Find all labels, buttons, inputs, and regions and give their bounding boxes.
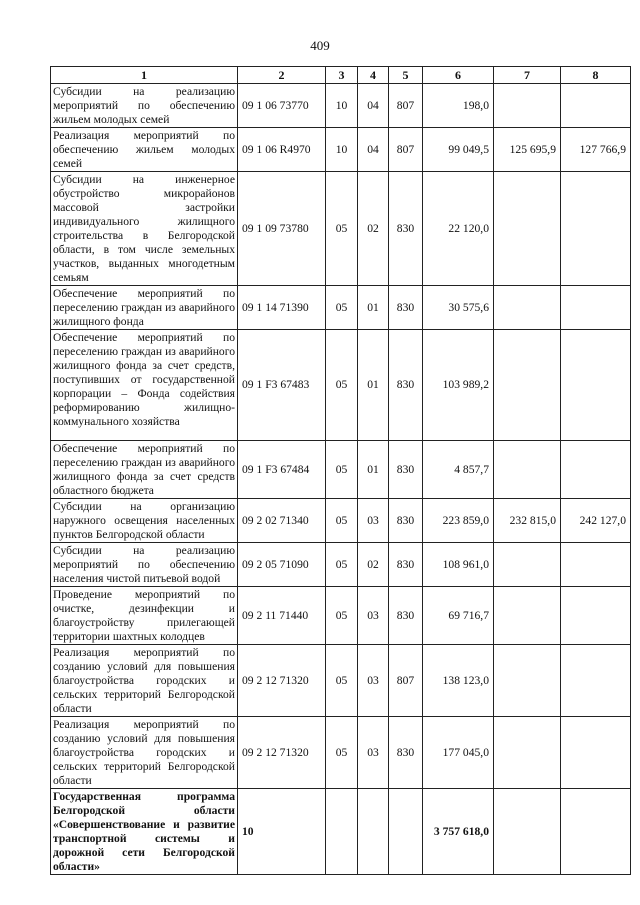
row-col-5: 830 [389,543,423,587]
row-amount-6: 223 859,0 [423,499,494,543]
row-col-5: 807 [389,84,423,128]
column-header: 4 [358,67,389,84]
row-description: Проведение мероприятий по очистке, дезинфекции и благоустройству прилегающей территории шахтных колодцев [51,587,238,645]
row-amount-6: 69 716,7 [423,587,494,645]
row-col-5: 830 [389,717,423,789]
row-amount-7 [494,172,561,286]
table-row [51,717,631,789]
table-row [51,172,631,286]
row-amount-7 [494,286,561,330]
row-col-5: 830 [389,330,423,441]
row-code: 09 1 F3 67484 [238,441,326,499]
row-amount-6: 177 045,0 [423,717,494,789]
column-header: 5 [389,67,423,84]
table-row [51,441,631,499]
row-col-5: 830 [389,441,423,499]
row-amount-8 [561,84,631,128]
row-amount-6: 4 857,7 [423,441,494,499]
row-description: Субсидии на организацию наружного освещения населенных пунктов Белгородской области [51,499,238,543]
row-col-4: 01 [358,330,389,441]
row-amount-8 [561,645,631,717]
row-amount-8 [561,441,631,499]
row-code: 09 1 F3 67483 [238,330,326,441]
row-amount-8: 242 127,0 [561,499,631,543]
row-col-3: 10 [326,128,358,172]
row-amount-7: 125 695,9 [494,128,561,172]
row-col-3: 05 [326,330,358,441]
header-row [51,67,631,84]
row-col-4: 03 [358,587,389,645]
row-col-4: 04 [358,128,389,172]
row-col-5: 830 [389,587,423,645]
column-header: 8 [561,67,631,84]
row-col-3: 05 [326,499,358,543]
row-code: 09 2 12 71320 [238,717,326,789]
row-col-3: 10 [326,84,358,128]
row-col-4: 01 [358,441,389,499]
column-header: 3 [326,67,358,84]
row-amount-7 [494,330,561,441]
row-col-3: 05 [326,172,358,286]
row-description: Субсидии на инженерное обустройство микрорайонов массовой застройки индивидуального жилищного строительства в Белгородской области, в том числе земельных участков, выданных многодетным семьям [51,172,238,286]
row-amount-8 [561,286,631,330]
row-col-3: 05 [326,441,358,499]
row-amount-6: 30 575,6 [423,286,494,330]
row-amount-6: 198,0 [423,84,494,128]
row-amount-8 [561,587,631,645]
row-amount-8 [561,172,631,286]
row-col-4: 03 [358,499,389,543]
table-row [51,286,631,330]
row-amount-6: 103 989,2 [423,330,494,441]
row-col-4 [358,789,389,875]
column-header: 2 [238,67,326,84]
row-amount-6: 99 049,5 [423,128,494,172]
row-amount-6: 3 757 618,0 [423,789,494,875]
row-col-3: 05 [326,717,358,789]
row-amount-7 [494,717,561,789]
row-amount-7: 232 815,0 [494,499,561,543]
row-col-5: 807 [389,645,423,717]
row-col-5: 830 [389,499,423,543]
row-code: 09 1 06 R4970 [238,128,326,172]
column-header: 1 [51,67,238,84]
row-col-4: 03 [358,645,389,717]
row-description: Обеспечение мероприятий по переселению граждан из аварийного жилищного фонда за счет средств, поступивших от государственной корпорации – Фонда содействия реформированию жилищно-коммунального хозяйства [51,330,238,441]
row-amount-6: 138 123,0 [423,645,494,717]
row-col-3 [326,789,358,875]
row-amount-7 [494,789,561,875]
row-amount-8 [561,717,631,789]
row-code: 09 2 05 71090 [238,543,326,587]
column-header: 7 [494,67,561,84]
row-description: Субсидии на реализацию мероприятий по обеспечению населения чистой питьевой водой [51,543,238,587]
row-amount-8 [561,543,631,587]
row-code: 09 1 09 73780 [238,172,326,286]
row-col-5 [389,789,423,875]
page-number: 409 [310,38,330,53]
row-code: 09 2 11 71440 [238,587,326,645]
row-amount-8: 127 766,9 [561,128,631,172]
table-row [51,645,631,717]
row-code: 09 2 12 71320 [238,645,326,717]
row-col-5: 807 [389,128,423,172]
table-row [51,84,631,128]
row-amount-7 [494,587,561,645]
row-amount-7 [494,645,561,717]
table-row [51,499,631,543]
row-col-3: 05 [326,587,358,645]
row-amount-7 [494,84,561,128]
table-row [51,587,631,645]
row-description: Реализация мероприятий по созданию условий для повышения благоустройства городских и сельских территорий Белгородской области [51,717,238,789]
row-col-3: 05 [326,645,358,717]
row-code: 09 1 06 73770 [238,84,326,128]
table-row [51,789,631,875]
row-description: Реализация мероприятий по обеспечению жильем молодых семей [51,128,238,172]
row-amount-6: 22 120,0 [423,172,494,286]
row-amount-6: 108 961,0 [423,543,494,587]
row-code: 09 1 14 71390 [238,286,326,330]
row-col-5: 830 [389,172,423,286]
row-col-4: 04 [358,84,389,128]
row-description: Реализация мероприятий по созданию условий для повышения благоустройства городских и сельских территорий Белгородской области [51,645,238,717]
table-row [51,330,631,441]
row-col-4: 01 [358,286,389,330]
row-col-5: 830 [389,286,423,330]
row-description: Обеспечение мероприятий по переселению граждан из аварийного жилищного фонда за счет средств областного бюджета [51,441,238,499]
table-row [51,543,631,587]
row-col-4: 02 [358,172,389,286]
row-col-4: 03 [358,717,389,789]
row-amount-7 [494,441,561,499]
row-amount-8 [561,330,631,441]
row-col-4: 02 [358,543,389,587]
row-amount-7 [494,543,561,587]
row-description: Обеспечение мероприятий по переселению граждан из аварийного жилищного фонда [51,286,238,330]
row-description: Государственная программа Белгородской области «Совершенствование и развитие транспортной системы и дорожной сети Белгородской области» [51,789,238,875]
row-description: Субсидии на реализацию мероприятий по обеспечению жильем молодых семей [51,84,238,128]
row-code: 10 [238,789,326,875]
table-row [51,128,631,172]
row-col-3: 05 [326,543,358,587]
row-col-3: 05 [326,286,358,330]
row-amount-8 [561,789,631,875]
column-header: 6 [423,67,494,84]
row-code: 09 2 02 71340 [238,499,326,543]
budget-table [50,66,631,875]
